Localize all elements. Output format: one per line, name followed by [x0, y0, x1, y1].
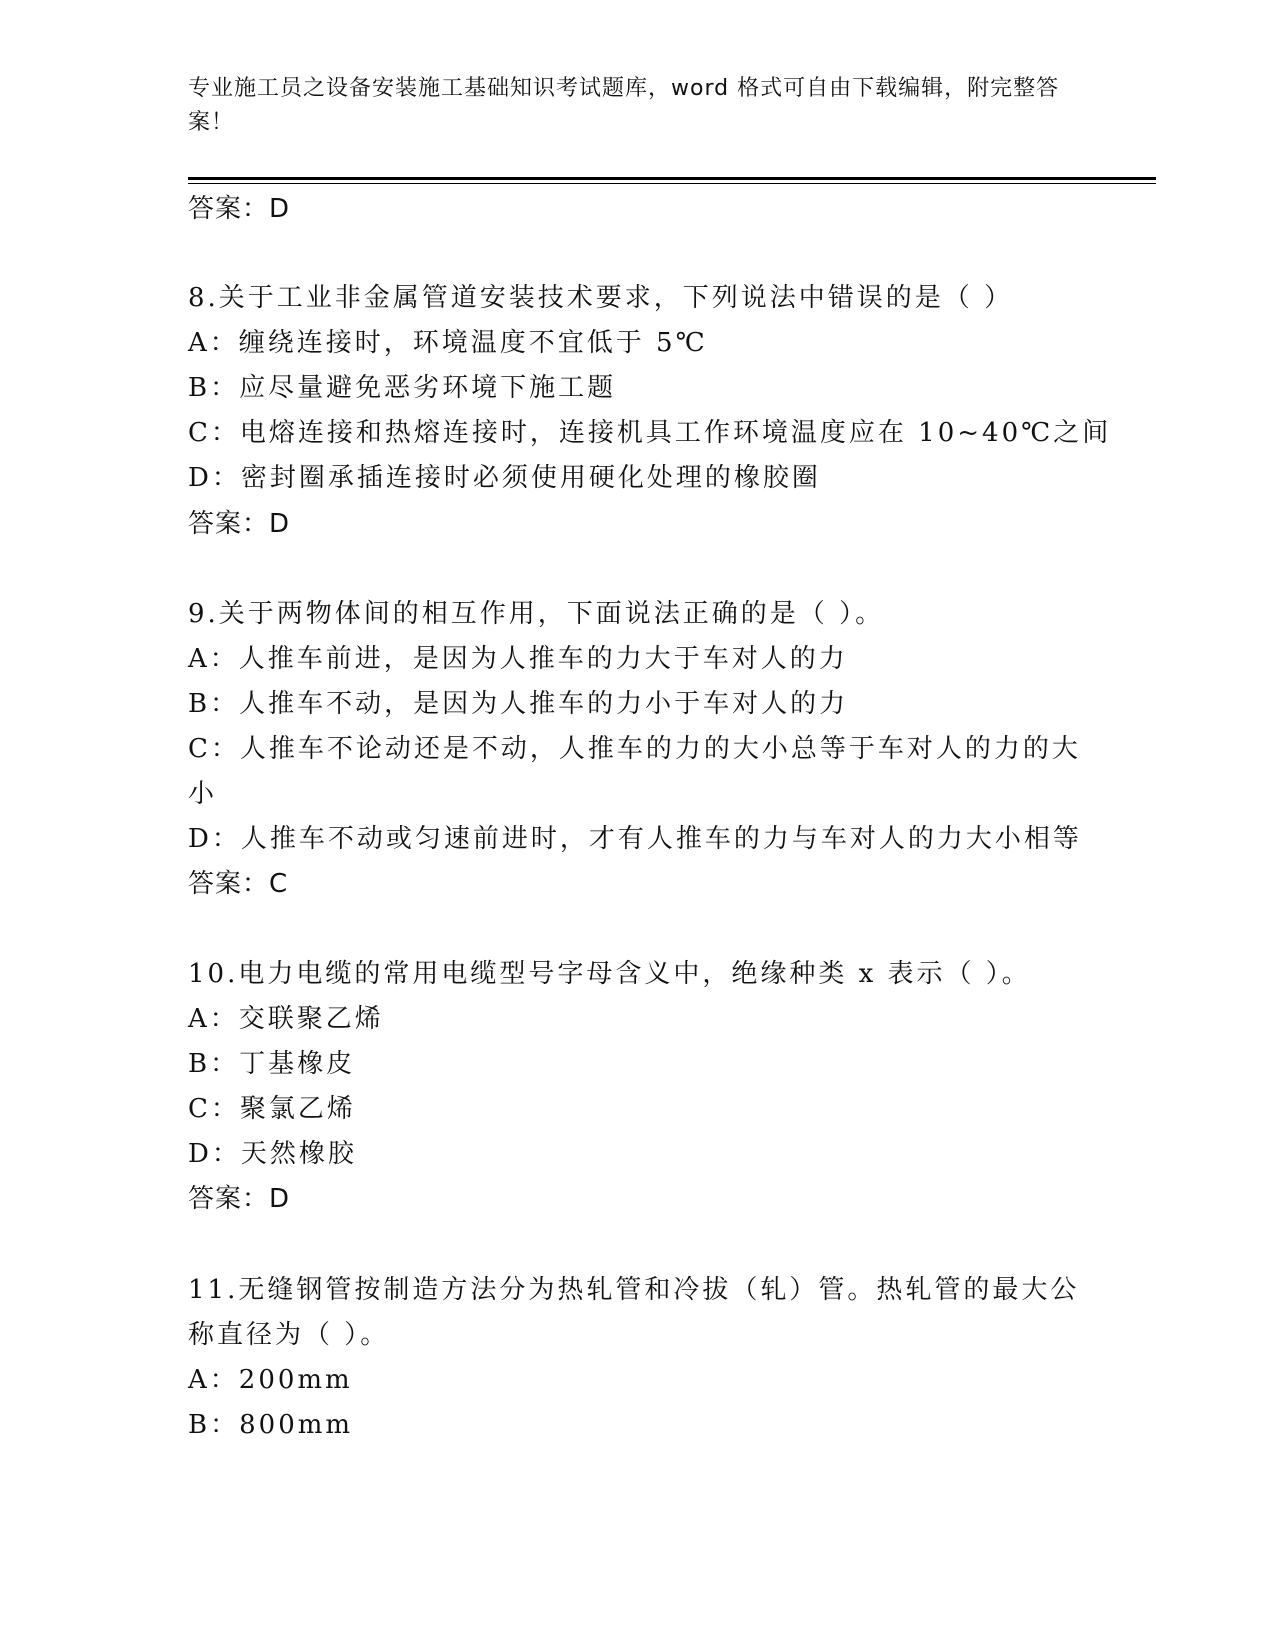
q11-stem-continued: 称直径为（ ）。 — [188, 1320, 390, 1350]
q10-option-a: A：交联聚乙烯 — [188, 1004, 384, 1034]
q11-stem: 11.无缝钢管按制造方法分为热轧管和冷拔（轧）管。热轧管的最大公 — [188, 1275, 1080, 1305]
q8-option-d: D：密封圈承插连接时必须使用硬化处理的橡胶圈 — [188, 463, 821, 493]
q11-option-b: B：800mm — [188, 1410, 354, 1440]
q9-answer: 答案：C — [188, 869, 289, 899]
q9-option-c: C：人推车不论动还是不动，人推车的力的大小总等于车对人的力的大 — [188, 734, 1081, 764]
q10-option-c: C：聚氯乙烯 — [188, 1094, 356, 1124]
q8-option-b: B：应尽量避免恶劣环境下施工题 — [188, 373, 617, 403]
q9-option-b: B：人推车不动，是因为人推车的力小于车对人的力 — [188, 689, 849, 719]
q10-answer: 答案：D — [188, 1184, 291, 1214]
header-divider-thin — [188, 183, 1156, 184]
header-divider-thick — [188, 177, 1156, 180]
q9-option-c-continued: 小 — [188, 779, 218, 809]
document-header: 专业施工员之设备安装施工基础知识考试题库，word 格式可自由下载编辑，附完整答案！ — [188, 76, 1060, 135]
q8-option-c: C：电熔连接和热熔连接时，连接机具工作环境温度应在 10~40℃之间 — [188, 418, 1112, 448]
q11-option-a: A：200mm — [188, 1365, 353, 1395]
q8-stem: 8.关于工业非金属管道安装技术要求，下列说法中错误的是（ ） — [188, 283, 1014, 313]
q10-option-b: B：丁基橡皮 — [188, 1049, 356, 1079]
q9-option-d: D：人推车不动或匀速前进时，才有人推车的力与车对人的力大小相等 — [188, 824, 1082, 854]
q10-option-d: D：天然橡胶 — [188, 1139, 357, 1169]
q8-answer: 答案：D — [188, 509, 291, 539]
q9-stem: 9.关于两物体间的相互作用，下面说法正确的是（ ）。 — [188, 599, 885, 629]
q9-option-a: A：人推车前进，是因为人推车的力大于车对人的力 — [188, 644, 848, 674]
q8-option-a: A：缠绕连接时，环境温度不宜低于 5℃ — [188, 328, 708, 358]
answer-prev: 答案：D — [188, 194, 291, 224]
q10-stem: 10.电力电缆的常用电缆型号字母含义中，绝缘种类 x 表示（ ）。 — [188, 959, 1031, 989]
